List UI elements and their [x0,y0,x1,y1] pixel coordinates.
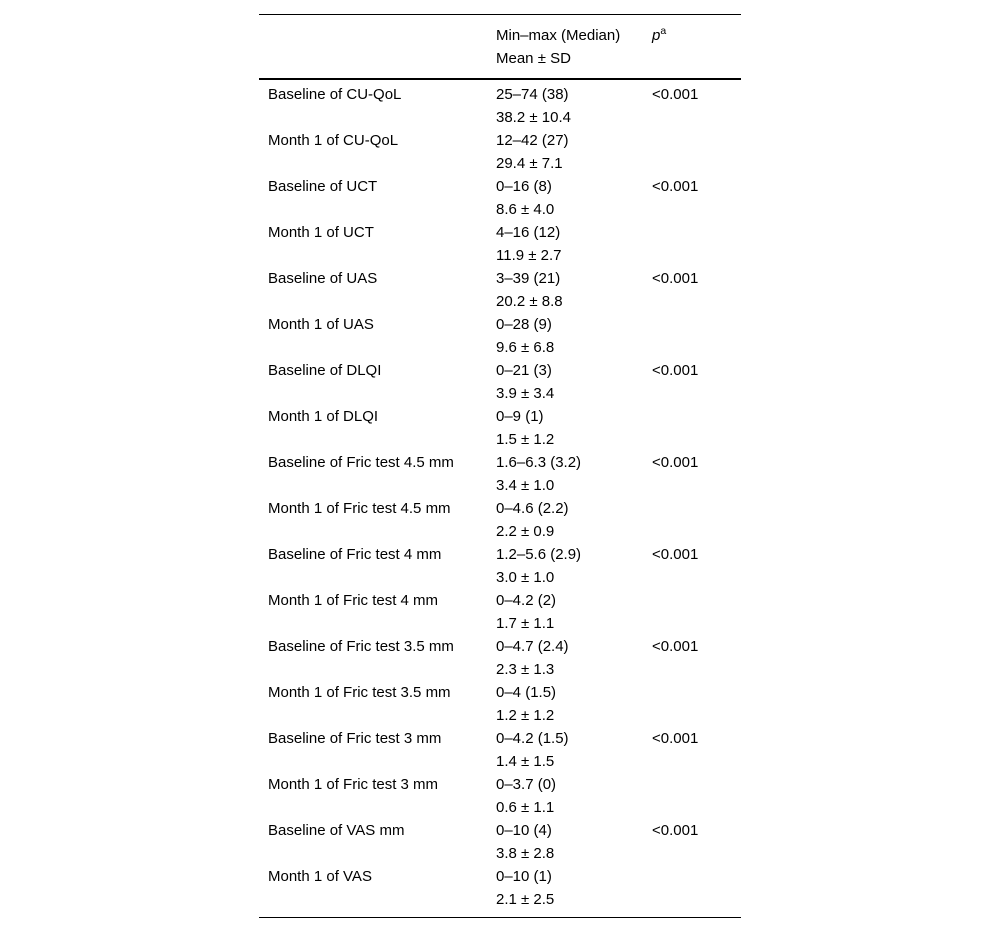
header-empty-cell [259,24,496,70]
row-minmax-median-value: 4–16 (12) [496,224,561,241]
table-row [259,175,741,221]
row-values-cell [496,83,652,129]
row-p-value: <0.001 [652,454,699,471]
row-minmax-median-value: 0–3.7 (0) [496,776,557,793]
row-p-value: <0.001 [652,86,699,103]
row-mean-sd-value: 2.2 ± 0.9 [496,523,555,540]
table-row [259,129,741,175]
row-minmax-median-value: 0–4.2 (1.5) [496,730,569,747]
table-row [259,589,741,635]
header-minmax-median-label: Min–max (Median) [496,27,621,44]
table-row [259,313,741,359]
row-mean-sd-value: 3.9 ± 3.4 [496,385,555,402]
row-values-cell [496,497,652,543]
row-minmax-median-value: 0–10 (4) [496,822,552,839]
row-values-cell [496,405,652,451]
row-minmax-median-value: 1.2–5.6 (2.9) [496,546,582,563]
row-minmax-median-value: 0–4.2 (2) [496,592,557,609]
table-row [259,221,741,267]
row-values-cell [496,359,652,405]
row-minmax-median-value: 0–10 (1) [496,868,552,885]
table-body [259,80,741,917]
row-mean-sd-value: 0.6 ± 1.1 [496,799,555,816]
row-minmax-median-value: 0–4.6 (2.2) [496,500,569,517]
row-mean-sd-value: 1.2 ± 1.2 [496,707,555,724]
row-mean-sd-value: 11.9 ± 2.7 [496,247,562,264]
row-p-value: <0.001 [652,730,699,747]
row-label: Month 1 of UCT [268,224,374,241]
row-label: Baseline of VAS mm [268,822,405,839]
row-label: Month 1 of DLQI [268,408,379,425]
row-minmax-median-value: 12–42 (27) [496,132,569,149]
row-minmax-median-value: 0–28 (9) [496,316,552,333]
row-values-cell [496,635,652,681]
row-label: Baseline of CU-QoL [268,86,402,103]
row-label: Baseline of UAS [268,270,378,287]
row-mean-sd-value: 20.2 ± 8.8 [496,293,563,310]
row-values-cell [496,543,652,589]
row-label: Baseline of Fric test 4.5 mm [268,454,454,471]
row-values-cell [496,451,652,497]
row-values-cell [496,727,652,773]
row-mean-sd-value: 2.3 ± 1.3 [496,661,555,678]
row-values-cell [496,681,652,727]
row-label: Month 1 of Fric test 4.5 mm [268,500,451,517]
row-label: Baseline of Fric test 3.5 mm [268,638,454,655]
table-row [259,681,741,727]
table-row [259,635,741,681]
row-p-value: <0.001 [652,546,699,563]
row-mean-sd-value: 1.4 ± 1.5 [496,753,555,770]
row-mean-sd-value: 1.5 ± 1.2 [496,431,555,448]
row-mean-sd-value: 3.0 ± 1.0 [496,569,555,586]
table-row [259,773,741,819]
row-p-value: <0.001 [652,822,699,839]
table-row [259,543,741,589]
row-minmax-median-value: 25–74 (38) [496,86,569,103]
row-p-value: <0.001 [652,362,699,379]
row-label: Baseline of DLQI [268,362,382,379]
table-row [259,819,741,865]
header-mean-sd-label: Mean ± SD [496,50,571,67]
row-values-cell [496,221,652,267]
row-label: Baseline of Fric test 3 mm [268,730,442,747]
row-label: Month 1 of CU-QoL [268,132,399,149]
row-values-cell [496,129,652,175]
row-label: Month 1 of UAS [268,316,374,333]
row-label: Baseline of UCT [268,178,378,195]
table-row [259,451,741,497]
row-minmax-median-value: 0–16 (8) [496,178,552,195]
row-values-cell [496,313,652,359]
row-minmax-median-value: 0–4 (1.5) [496,684,557,701]
table-row [259,83,741,129]
table-row [259,359,741,405]
row-mean-sd-value: 9.6 ± 6.8 [496,339,555,356]
row-mean-sd-value: 1.7 ± 1.1 [496,615,555,632]
row-values-cell [496,267,652,313]
row-mean-sd-value: 3.4 ± 1.0 [496,477,555,494]
statistics-table [259,14,741,918]
row-values-cell [496,865,652,911]
row-label: Baseline of Fric test 4 mm [268,546,442,563]
row-mean-sd-value: 3.8 ± 2.8 [496,845,555,862]
row-minmax-median-value: 1.6–6.3 (3.2) [496,454,582,471]
table-row [259,267,741,313]
table-header-row [259,15,741,80]
row-label: Month 1 of VAS [268,868,372,885]
row-p-value: <0.001 [652,270,699,287]
row-minmax-median-value: 0–9 (1) [496,408,544,425]
row-label: Month 1 of Fric test 3 mm [268,776,439,793]
header-values-cell [496,24,652,70]
row-label: Month 1 of Fric test 4 mm [268,592,439,609]
row-values-cell [496,175,652,221]
row-minmax-median-value: 3–39 (21) [496,270,561,287]
row-minmax-median-value: 0–21 (3) [496,362,552,379]
table-row [259,497,741,543]
row-p-value: <0.001 [652,178,699,195]
row-mean-sd-value: 38.2 ± 10.4 [496,109,571,126]
row-mean-sd-value: 29.4 ± 7.1 [496,155,563,172]
row-p-value: <0.001 [652,638,699,655]
row-minmax-median-value: 0–4.7 (2.4) [496,638,569,655]
row-values-cell [496,773,652,819]
row-mean-sd-value: 2.1 ± 2.5 [496,891,555,908]
header-p-label: p [652,27,661,44]
row-mean-sd-value: 8.6 ± 4.0 [496,201,555,218]
row-values-cell [496,589,652,635]
header-p-superscript: a [660,25,667,37]
table-row [259,727,741,773]
table-row [259,865,741,911]
table-row [259,405,741,451]
row-values-cell [496,819,652,865]
row-label: Month 1 of Fric test 3.5 mm [268,684,451,701]
header-p-cell [652,24,741,70]
